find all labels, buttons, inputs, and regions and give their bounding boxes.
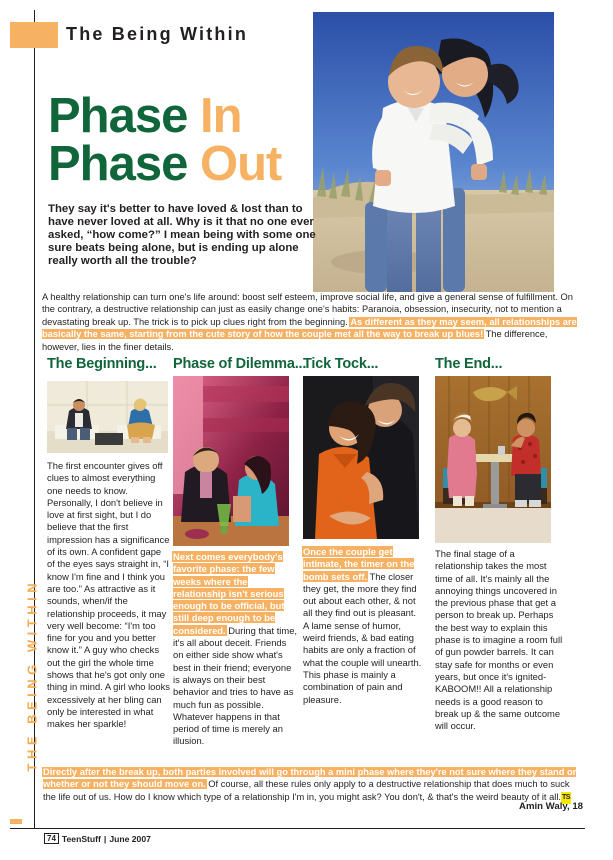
kicker-swatch: [10, 22, 58, 48]
issue-date: June 2007: [109, 833, 151, 844]
page-number: 74: [44, 833, 59, 844]
column-3-text: The closer they get, the more they find out about each other, & not all they find out is pleasant. A lame sense of humor, weird friends, & bad eating habits are only a fraction of what the couple will unearth. This phase is mainly a combination of pain and pleasure.: [303, 570, 422, 705]
teenstuff-end-mark: TS: [561, 792, 571, 804]
magazine-name: TeenStuff: [61, 833, 101, 844]
photo-first-encounter: [47, 381, 168, 453]
photo-diner-breakup: [435, 376, 551, 543]
article-intro: [42, 291, 582, 353]
column-3-paragraph: [303, 546, 423, 706]
column-heading-tick-tock: Tick Tock...: [303, 356, 379, 372]
closing-text: Of course, all these rules only apply to a destructive relationship that does much to suck the life out of us. How do I know which type of a relationship I'm in, you might ask? You don't, & that's the weird beauty of it all.: [43, 779, 570, 802]
article-deck: They say it's better to have loved & lost than to have never loved at all. Why is it that no one ever asked, “how come?” I mean being with some one sure beats being alone, but is ending up alone really worth all the trouble?: [48, 203, 316, 267]
column-heading-phase-of-dilemma: Phase of Dilemma...: [173, 356, 307, 372]
footer-divider: [10, 828, 585, 829]
column-2-highlight: Next comes everybody's favorite phase: the few weeks where the relationship isn't serious enough to be official, but still deep enough to be considered.: [173, 551, 285, 636]
column-4-text: The final stage of a relationship takes the most time of all. It's mainly all the annoying things uncovered in the previous phase that get a person to break up. Perhaps the best way to explain this phase is to imagine a room full of gun powder barrels. It can stay safe for months or even years, but once it's ignited-KABOOM!! All a relationship needs is a good reason to break up & the same outcome will occur.: [435, 548, 563, 732]
headline-word-out: Out: [200, 137, 282, 192]
article-closing: [43, 766, 583, 804]
intro-part-2: The difference, however, lies in the finer details.: [42, 329, 548, 352]
column-2-paragraph: [173, 551, 297, 748]
article-byline: Amin Waly, 18: [519, 801, 583, 812]
section-rail-label: THE BEING WITHIN: [24, 578, 40, 772]
headline-word-in: In: [200, 89, 242, 143]
column-2-text: During that time, it's all about deceit. Friends on either side show what's best in their friend; everyone is always on their best behavior and tries to have as much fun as possible. Whatever happens in that period of time is merely an illusion.: [173, 624, 298, 747]
intro-part-1: A healthy relationship can turn one's life around: boost self esteem, improve social life, and give a general sense of fulfillment. On the contrary, a destructive relationship can just as easily change one's habits: Paranoia, obsession, insecurity, not to mention a devastating break up. The trick is to pick up clues right from the beginning.: [42, 292, 573, 327]
intro-highlight: As different as they may seem, all relationships are basically the same, starting from the cute story of how the couple met all the way to break up blues!: [42, 316, 577, 340]
footer-folio: [44, 833, 151, 844]
column-body-phase-of-dilemma: [173, 551, 297, 748]
column-heading-the-beginning: The Beginning...: [47, 356, 157, 372]
photo-intimate-couple: [303, 376, 419, 539]
headline-word-phase-1: Phase: [48, 89, 188, 143]
column-body-the-beginning: [47, 460, 170, 731]
page-headline: [48, 89, 282, 192]
column-body-the-end: [435, 548, 565, 732]
closing-highlight: Directly after the break up, both parties involved will go through a mini phase where they're not sure where they stand or whether or not they should move on.: [43, 767, 577, 790]
column-body-tick-tock: [303, 546, 423, 706]
column-3-highlight: Once the couple get intimate, the timer on the bomb sets off.: [303, 546, 415, 582]
headline-word-phase-2: Phase: [48, 137, 188, 192]
photo-lounge-couple: [173, 376, 289, 546]
hero-photo-beach-couple: [313, 12, 554, 292]
column-1-text: The first encounter gives off clues to almost everything one needs to know. Personally, I don't believe in love at first sight, but I do believe that the first impression has a significance of its own. A confident gape of the eyes says straight in, “I know I'm fine and I think you are too.” As attractive as it sounds, when/if the relationship proceeds, it may very well become: “I'm too fine for you and you better know it.” A guy who checks out the girl the whole time shows that he's got only one thing in mind. A girl who looks excessively at her bling can only be interested in what makes her sparkle!: [47, 460, 170, 730]
column-heading-the-end: The End...: [435, 356, 503, 372]
section-kicker: The Being Within: [66, 24, 249, 44]
folio-separator: |: [103, 833, 107, 844]
footer-swatch: [10, 819, 22, 824]
